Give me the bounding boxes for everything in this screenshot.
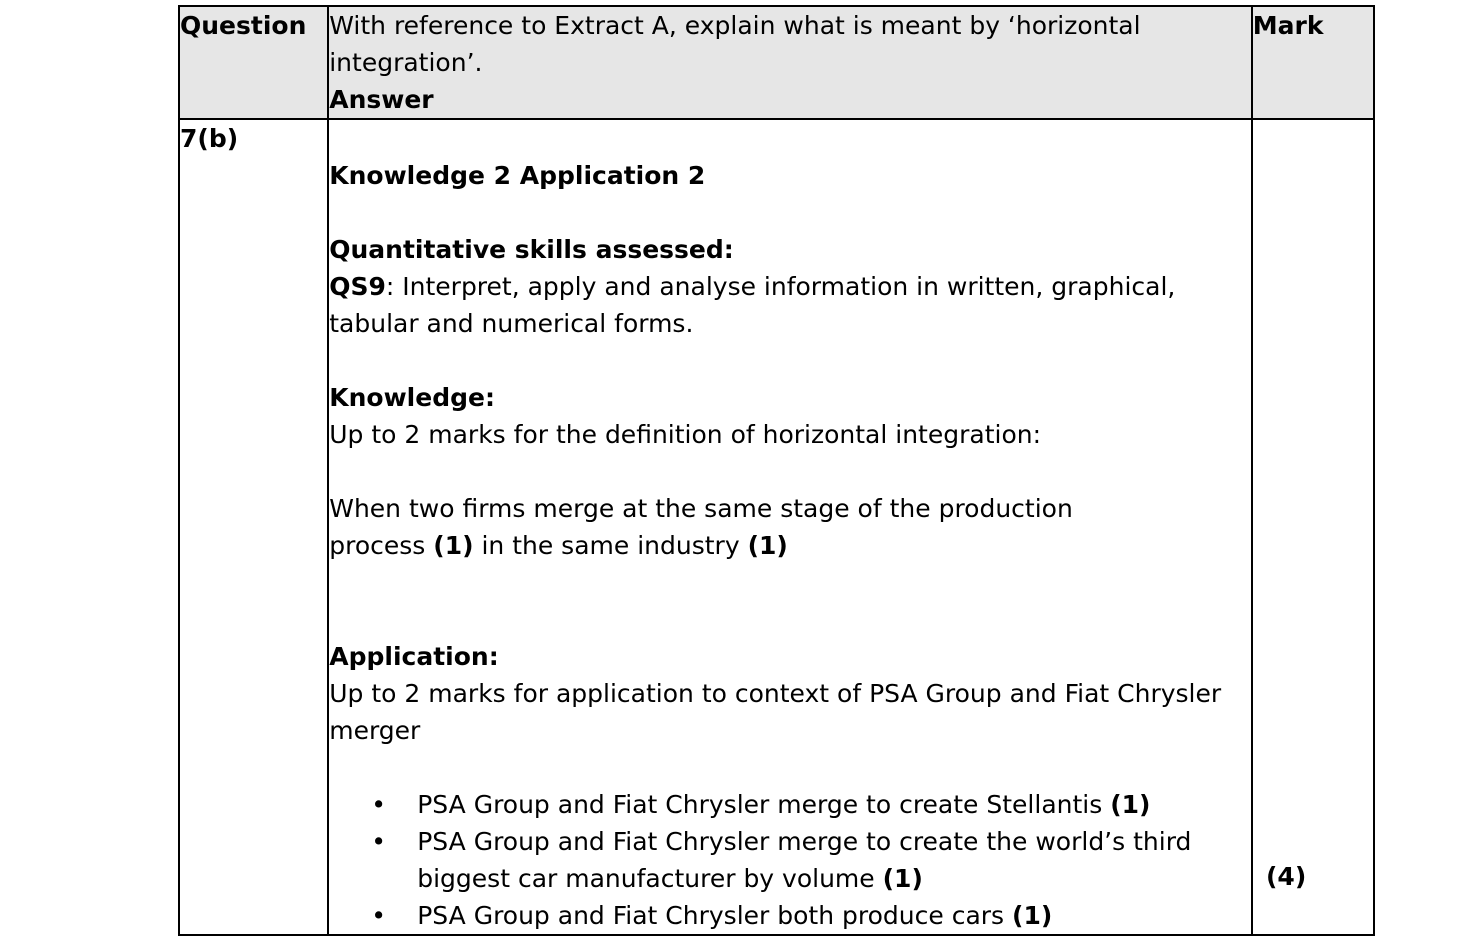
application-point-mark: (1) xyxy=(1012,901,1053,930)
application-points-list xyxy=(329,786,1251,934)
mark-cell xyxy=(1252,119,1374,935)
list-item xyxy=(371,897,1251,934)
list-item xyxy=(371,823,1251,897)
question-text: With reference to Extract A, explain what is meant by ‘horizontal integration’. xyxy=(329,11,1141,77)
bullet: • xyxy=(371,901,386,930)
mark-allocation-summary: Knowledge 2 Application 2 xyxy=(329,161,706,190)
application-point-mark: (1) xyxy=(1110,790,1151,819)
application-intro: Up to 2 marks for application to context of PSA Group and Fiat Chrysler merger xyxy=(329,679,1222,745)
qs-heading: Quantitative skills assessed: xyxy=(329,235,734,264)
application-point-text: PSA Group and Fiat Chrysler merge to create Stellantis xyxy=(417,790,1103,819)
mark-scheme-table xyxy=(178,5,1375,936)
application-heading: Application: xyxy=(329,642,499,671)
mark-column-label: Mark xyxy=(1252,11,1324,40)
header-row xyxy=(179,6,1374,119)
knowledge-intro: Up to 2 marks for the definition of horizontal integration: xyxy=(329,420,1042,449)
definition-part-2: in the same industry xyxy=(481,531,740,560)
question-header-cell xyxy=(179,6,328,119)
question-text-cell xyxy=(328,6,1252,119)
qs-text: : Interpret, apply and analyse information in written, graphical, tabular and numerical forms. xyxy=(329,272,1176,338)
qs-description xyxy=(329,268,1251,342)
application-point-text: PSA Group and Fiat Chrysler merge to create the world’s third biggest car manufacturer by volume xyxy=(417,827,1192,893)
bullet: • xyxy=(371,790,386,819)
knowledge-heading: Knowledge: xyxy=(329,383,495,412)
definition-part-1: When two firms merge at the same stage of the production process xyxy=(329,494,1073,560)
application-point-mark: (1) xyxy=(882,864,923,893)
question-number-cell xyxy=(179,119,328,935)
mark-header-cell xyxy=(1252,6,1374,119)
application-point-text: PSA Group and Fiat Chrysler both produce cars xyxy=(417,901,1005,930)
definition-mark-1: (1) xyxy=(433,531,474,560)
answer-row xyxy=(179,119,1374,935)
list-item xyxy=(371,786,1251,823)
total-mark: (4) xyxy=(1266,862,1307,891)
question-column-label: Question xyxy=(180,11,307,40)
question-number: 7(b) xyxy=(180,124,239,153)
qs-code: QS9 xyxy=(329,272,386,301)
definition-mark-2: (1) xyxy=(747,531,788,560)
answer-label: Answer xyxy=(329,85,434,114)
answer-cell xyxy=(328,119,1252,935)
definition-text xyxy=(329,490,1089,564)
bullet: • xyxy=(371,827,386,856)
